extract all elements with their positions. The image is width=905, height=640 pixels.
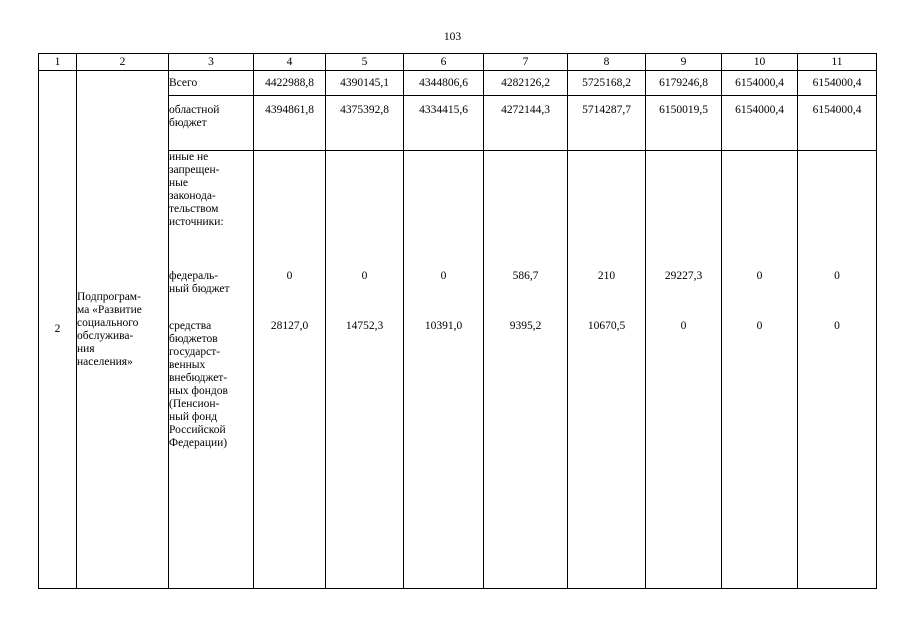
value-col-4 [254, 151, 326, 589]
value-col-9 [646, 151, 722, 589]
value-cell: 5714287,7 [568, 96, 646, 151]
value-cell: 6154000,4 [722, 71, 798, 96]
header-cell: 4 [254, 54, 326, 71]
header-cell: 2 [77, 54, 169, 71]
value-col-10 [722, 151, 798, 589]
value-cell: 6179246,8 [646, 71, 722, 96]
budget-table [38, 53, 877, 589]
value-cell: 4334415,6 [404, 96, 484, 151]
row-label-other [169, 151, 254, 589]
value-cell: 10670,5 [587, 320, 626, 332]
value-cell: 4375392,8 [326, 96, 404, 151]
header-cell: 10 [722, 54, 798, 71]
value-cell: 0 [286, 270, 293, 282]
header-cell: 7 [484, 54, 568, 71]
value-cell: 29227,3 [664, 270, 703, 282]
value-col-8 [568, 151, 646, 589]
value-cell: 4344806,6 [404, 71, 484, 96]
value-cell: 210 [597, 270, 616, 282]
value-cell: 0 [756, 270, 763, 282]
row-number: 2 [39, 71, 77, 589]
page-number: 103 [443, 31, 462, 43]
value-cell: 6154000,4 [798, 71, 877, 96]
value-cell: 9395,2 [509, 320, 542, 332]
federal-label: федераль- ный бюджет [169, 270, 230, 295]
header-cell: 3 [169, 54, 254, 71]
value-col-7 [484, 151, 568, 589]
value-col-5 [326, 151, 404, 589]
value-cell: 0 [834, 270, 840, 282]
header-cell: 6 [404, 54, 484, 71]
value-cell: 0 [680, 320, 687, 332]
value-cell: 4390145,1 [326, 71, 404, 96]
value-cell: 5725168,2 [568, 71, 646, 96]
header-row [39, 54, 877, 71]
value-cell: 4422988,8 [254, 71, 326, 96]
header-cell: 9 [646, 54, 722, 71]
table-row-total [39, 71, 877, 96]
row-label-regional: областной бюджет [169, 96, 254, 151]
value-cell: 4272144,3 [484, 96, 568, 151]
value-cell: 0 [361, 270, 368, 282]
value-cell: 0 [756, 320, 763, 332]
value-cell: 0 [834, 320, 840, 332]
value-cell: 0 [440, 270, 447, 282]
header-cell: 5 [326, 54, 404, 71]
value-col-6 [404, 151, 484, 589]
header-cell: 11 [798, 54, 877, 71]
row-label-total: Всего [169, 71, 254, 96]
value-col-11 [798, 151, 877, 589]
header-cell: 8 [568, 54, 646, 71]
header-cell: 1 [39, 54, 77, 71]
value-cell: 6154000,4 [798, 96, 877, 151]
pension-fund-label: средства бюджетов государст- венных внебюджет- ных фондов (Пенсион- ный фонд Российской Федерации) [169, 320, 228, 449]
value-cell: 4282126,2 [484, 71, 568, 96]
other-sources-label: иные не запрещен- ные законода- тельством источники: [169, 151, 224, 228]
program-name: Подпрограм- ма «Развитие социального обслужива- ния населения» [77, 71, 169, 589]
value-cell: 6154000,4 [722, 96, 798, 151]
value-cell: 4394861,8 [254, 96, 326, 151]
value-cell: 14752,3 [345, 320, 384, 332]
value-cell: 586,7 [512, 270, 539, 282]
value-cell: 10391,0 [424, 320, 463, 332]
value-cell: 28127,0 [270, 320, 309, 332]
value-cell: 6150019,5 [646, 96, 722, 151]
